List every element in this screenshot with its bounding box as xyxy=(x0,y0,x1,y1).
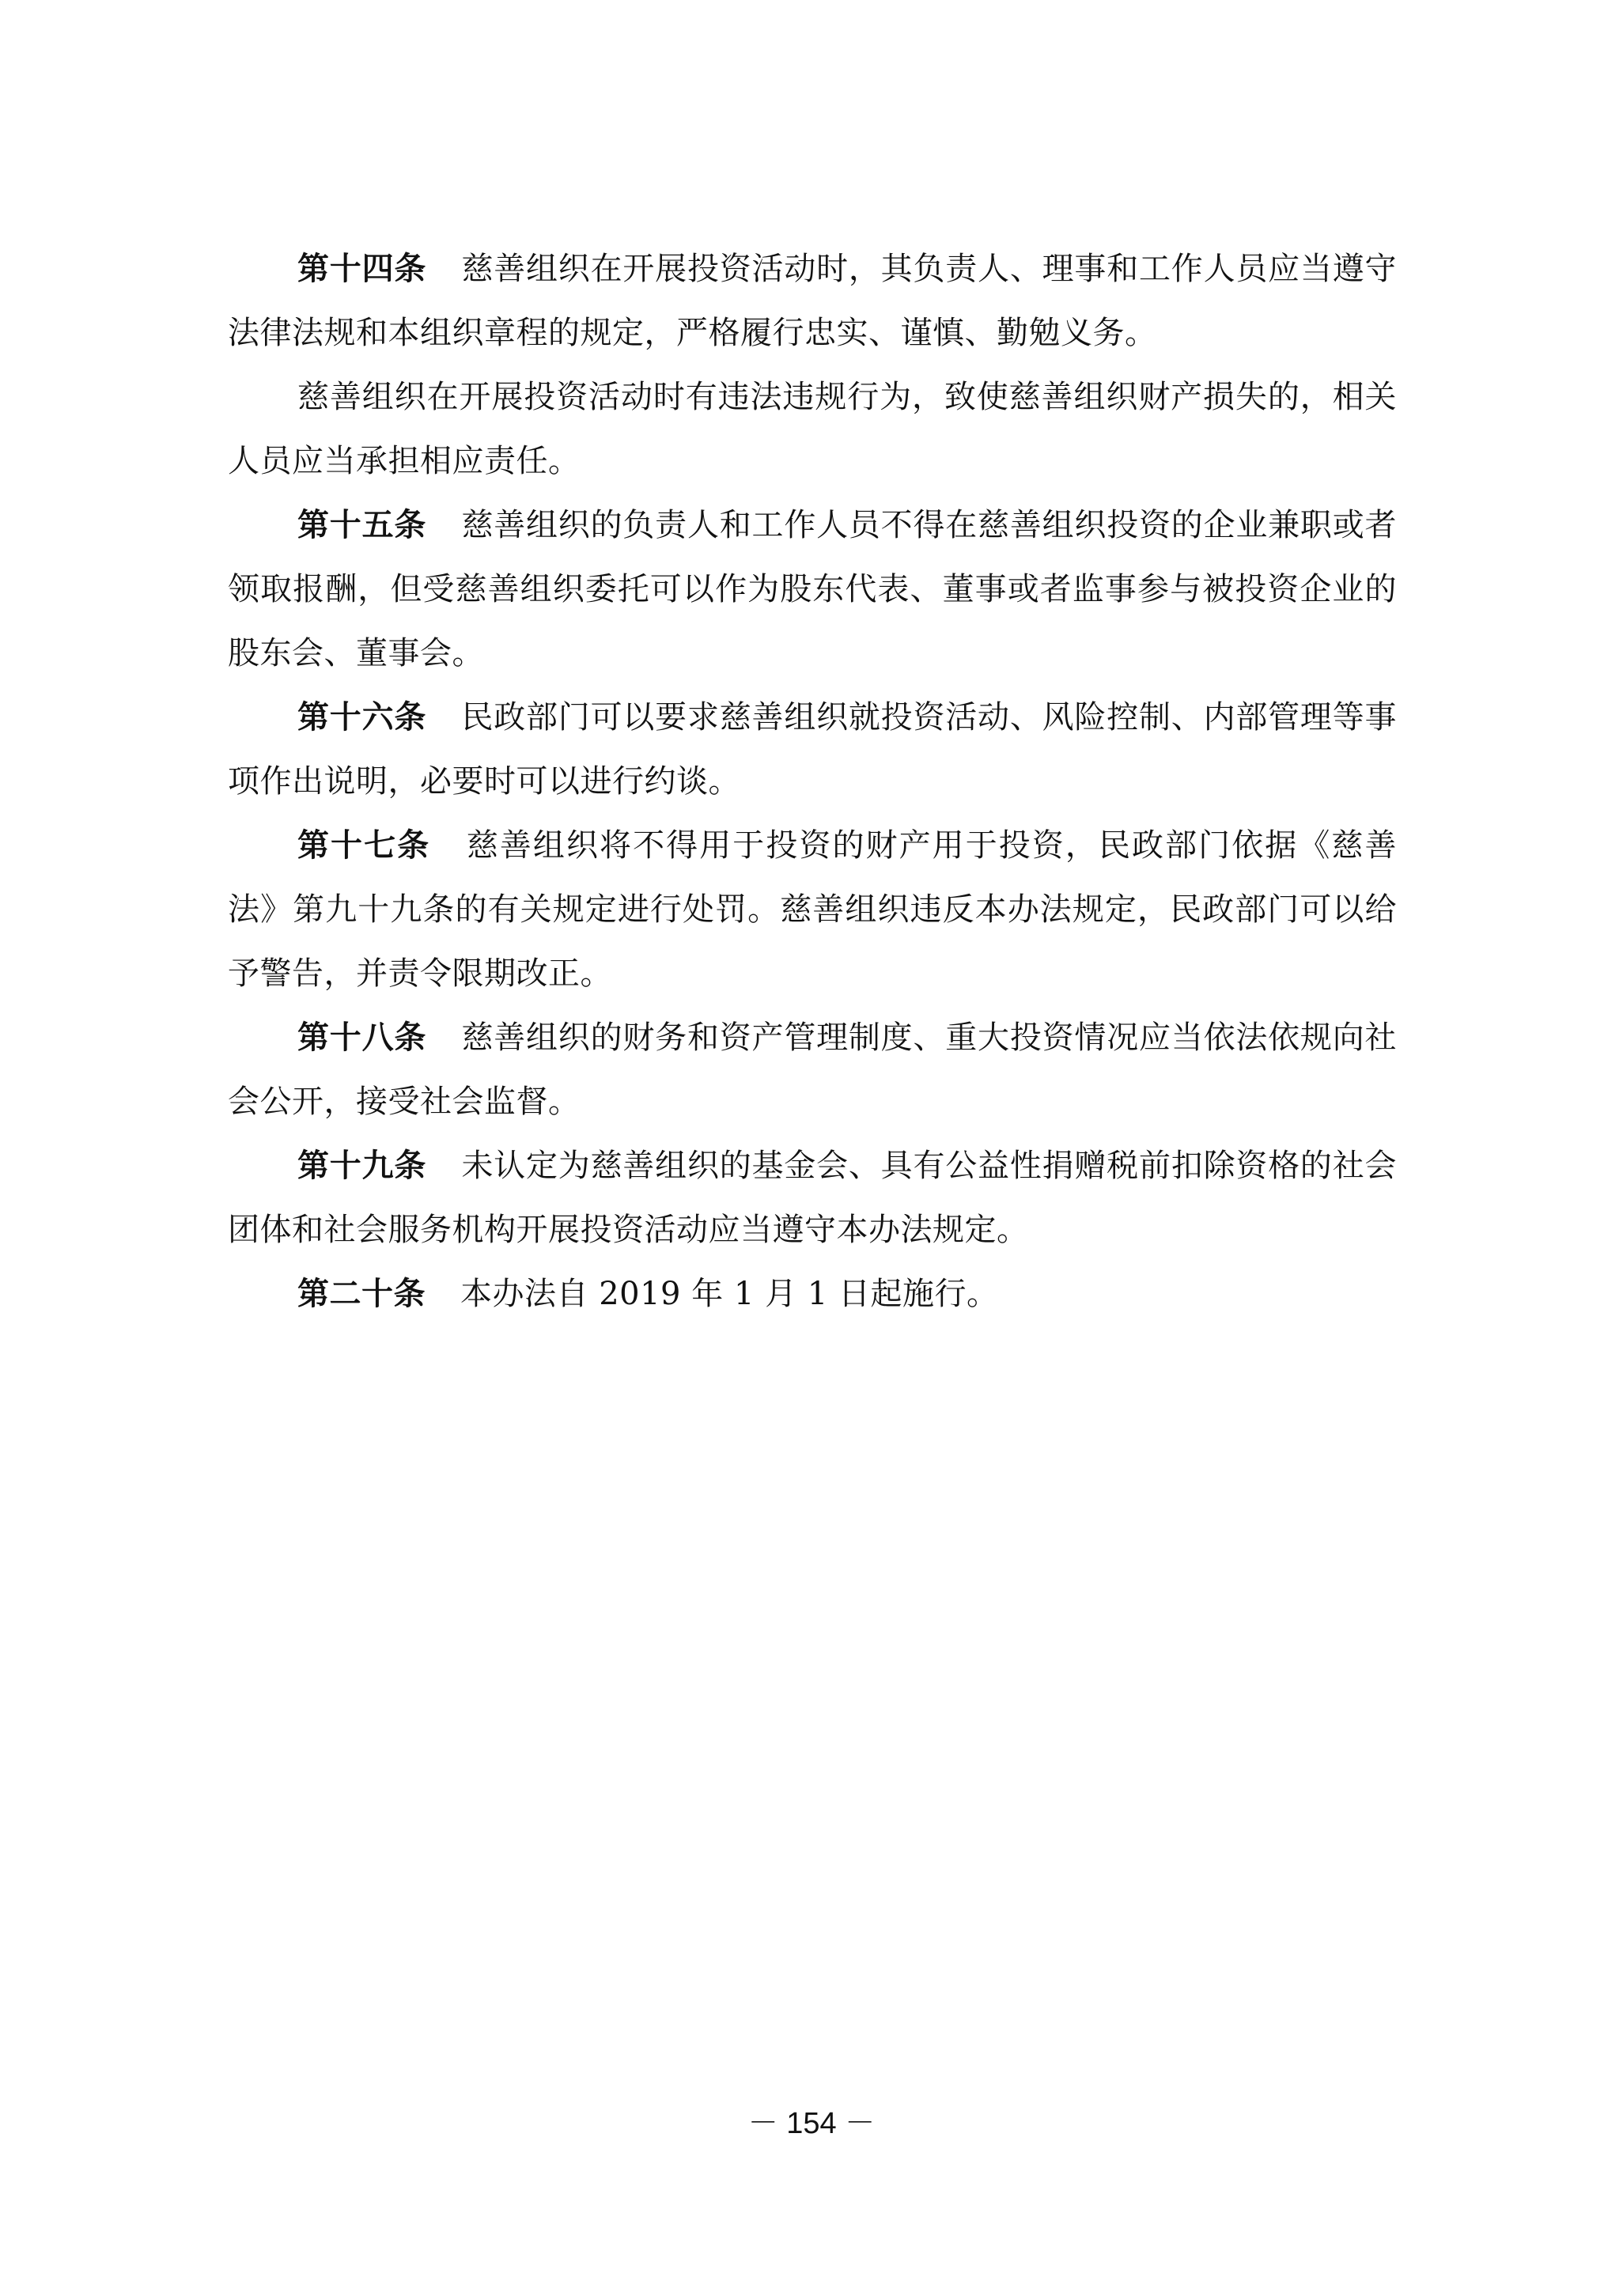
article-16 xyxy=(228,686,1397,814)
article-17 xyxy=(228,814,1397,1006)
article-18 xyxy=(228,1006,1397,1134)
article-number: 第十九条 xyxy=(297,1148,427,1184)
article-number: 第十六条 xyxy=(297,699,427,736)
article-number: 第十八条 xyxy=(297,1019,427,1056)
article-text: 慈善组织的负责人和工作人员不得在慈善组织投资的企业兼职或者领取报酬，但受慈善组织委托可以作为股东代表、董事或者监事参与被投资企业的股东会、董事会。 xyxy=(228,507,1398,671)
article-19 xyxy=(228,1134,1397,1262)
article-20 xyxy=(228,1262,1397,1326)
article-14-paragraph-2 xyxy=(228,365,1397,494)
article-text: 民政部门可以要求慈善组织就投资活动、风险控制、内部管理等事项作出说明，必要时可以进行约谈。 xyxy=(228,699,1398,800)
article-number: 第十五条 xyxy=(297,507,427,543)
article-text: 慈善组织在开展投资活动时，其负责人、理事和工作人员应当遵守法律法规和本组织章程的规定，严格履行忠实、谨慎、勤勉义务。 xyxy=(228,251,1398,351)
document-body xyxy=(228,237,1397,1326)
article-number: 第十七条 xyxy=(297,827,431,864)
article-text: 慈善组织的财务和资产管理制度、重大投资情况应当依法依规向社会公开，接受社会监督。 xyxy=(228,1019,1398,1120)
article-14 xyxy=(228,237,1397,365)
article-text: 慈善组织将不得用于投资的财产用于投资，民政部门依据《慈善法》第九十九条的有关规定进行处罚。慈善组织违反本办法规定，民政部门可以给予警告，并责令限期改正。 xyxy=(228,827,1397,992)
page-number: － 154 － xyxy=(747,2107,876,2140)
article-text: 慈善组织在开展投资活动时有违法违规行为，致使慈善组织财产损失的，相关人员应当承担相应责任。 xyxy=(228,379,1397,479)
article-15 xyxy=(228,494,1397,686)
article-text: 本办法自 2019 年 1 月 1 日起施行。 xyxy=(460,1276,999,1312)
article-text: 未认定为慈善组织的基金会、具有公益性捐赠税前扣除资格的社会团体和社会服务机构开展投资活动应当遵守本办法规定。 xyxy=(228,1148,1398,1248)
article-number: 第十四条 xyxy=(297,251,427,287)
article-number: 第二十条 xyxy=(297,1276,426,1312)
